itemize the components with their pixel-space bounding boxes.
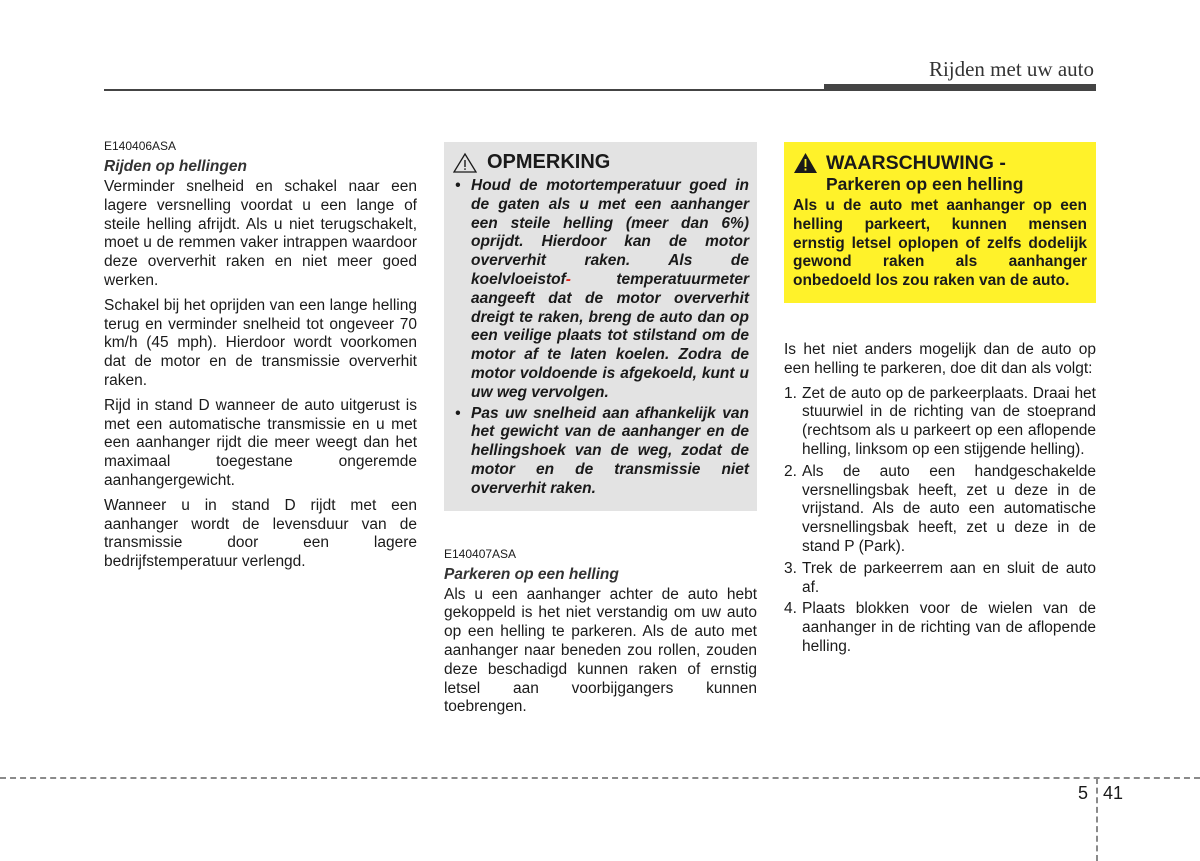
step-number: 3. bbox=[784, 559, 797, 577]
middle-column bbox=[444, 142, 757, 723]
step-text: Zet de auto op de parkeerplaats. Draai het stuurwiel in de richting van de stoeprand (rechtsom als u parkeert op een aflopende helling, linksom op een stijgende helling). bbox=[802, 384, 1096, 458]
note-title: OPMERKING bbox=[487, 151, 611, 173]
note-item bbox=[453, 177, 749, 403]
section-heading: Rijden op hellingen bbox=[104, 158, 247, 175]
section-code: E140407ASA bbox=[444, 546, 517, 561]
bullet: • bbox=[455, 177, 461, 194]
section-code: E140406ASA bbox=[104, 139, 177, 153]
footer-divider bbox=[0, 777, 1200, 779]
paragraph: Is het niet anders mogelijk dan de auto op een helling te parkeren, doe dit dan als volgt: bbox=[784, 340, 1096, 377]
paragraph: Als u een aanhanger achter de auto hebt gekoppeld is het niet verstandig om uw auto op een helling te parkeren. Als de auto met aanhanger naar beneden zou rollen, zouden deze beschadigd kunnen raken of ernstig letsel aan voorbijgangers kunnen toebrengen. bbox=[444, 585, 757, 716]
note-item bbox=[453, 405, 749, 499]
step-number: 1. bbox=[784, 384, 797, 402]
note-text: temperatuurmeter aangeeft dat de motor oververhit dreigt te raken, breng de auto dan op een veilige plaats tot stilstand om de motor af te laten koelen. Zodra de motor voldoende is afgekoeld, kunt u uw weg vervolgen. bbox=[471, 270, 749, 401]
step-number: 2. bbox=[784, 462, 797, 480]
note-list bbox=[453, 177, 749, 499]
section-heading: Parkeren op een helling bbox=[444, 565, 619, 583]
step-item bbox=[784, 385, 1096, 460]
red-hyphen: - bbox=[565, 270, 571, 288]
step-item bbox=[784, 463, 1096, 557]
chapter-number: 5 bbox=[1078, 783, 1089, 803]
step-item bbox=[784, 600, 1096, 656]
warning-subtitle: Parkeren op een helling bbox=[826, 174, 1024, 194]
note-text: Houd de motortemperatuur goed in de gaten als u met een aanhanger een steile helling (meer dan 6%) oprijdt. Hierdoor kan de motor oververhit raken. Als de koelvloeistof bbox=[471, 177, 749, 288]
right-column bbox=[784, 142, 1096, 660]
running-header-title: Rijden met uw auto bbox=[928, 57, 1094, 81]
step-text: Plaats blokken voor de wielen van de aanhanger in de richting van de aflopende helling. bbox=[802, 600, 1096, 655]
left-column bbox=[104, 139, 417, 578]
caution-triangle-icon bbox=[453, 152, 477, 174]
paragraph: Schakel bij het oprijden van een lange helling terug en verminder snelheid tot ongeveer 70 km/h (45 mph). Hierdoor wordt voorkomen dat de motor en de transmissie oververhit raken. bbox=[104, 296, 417, 389]
page-number: 41 bbox=[1103, 783, 1124, 803]
note-header bbox=[453, 151, 749, 174]
footer-vertical-divider bbox=[1096, 778, 1098, 861]
note-box bbox=[444, 142, 757, 511]
steps-list bbox=[784, 385, 1096, 657]
warning-title: WAARSCHUWING - bbox=[826, 152, 1006, 174]
warning-box bbox=[784, 142, 1096, 303]
warning-triangle-icon bbox=[793, 152, 818, 174]
warning-text: Als u de auto met aanhanger op een helling parkeert, kunnen mensen ernstig letsel oplopen of zelfs dodelijk gewond raken als aanhanger onbedoeld los zou raken van de auto. bbox=[793, 197, 1087, 290]
step-text: Als de auto een handgeschakelde versnellingsbak heeft, zet u deze in de vrijstand. Als de auto een automatische versnellingsbak heeft, zet u deze in de stand P (Park). bbox=[802, 462, 1096, 555]
bullet: • bbox=[455, 404, 461, 422]
warning-header bbox=[793, 152, 1087, 174]
note-text: Pas uw snelheid aan afhankelijk van het gewicht van de aanhanger en de hellingshoek van de weg, zodat de motor en de transmissie niet oververhit raken. bbox=[471, 404, 749, 497]
step-item bbox=[784, 560, 1096, 598]
header-rule-accent bbox=[824, 84, 1096, 90]
step-number: 4. bbox=[784, 600, 797, 618]
step-text: Trek de parkeerrem aan en sluit de auto af. bbox=[802, 559, 1096, 596]
paragraph: Wanneer u in stand D rijdt met een aanhanger wordt de levensduur van de transmissie door een lagere bedrijfstemperatuur verlengd. bbox=[104, 496, 417, 571]
paragraph: Verminder snelheid en schakel naar een lagere versnelling voordat u een lange of steile helling afrijdt. Als u niet terugschakelt, moet u de remmen vaker intrappen waardoor deze oververhit raken en niet meer goed werken. bbox=[104, 178, 417, 289]
paragraph: Rijd in stand D wanneer de auto uitgerust is met een automatische transmissie en u met een aanhanger rijdt die meer weegt dan het maximaal toegestane ongeremde aanhangergewicht. bbox=[104, 396, 417, 489]
